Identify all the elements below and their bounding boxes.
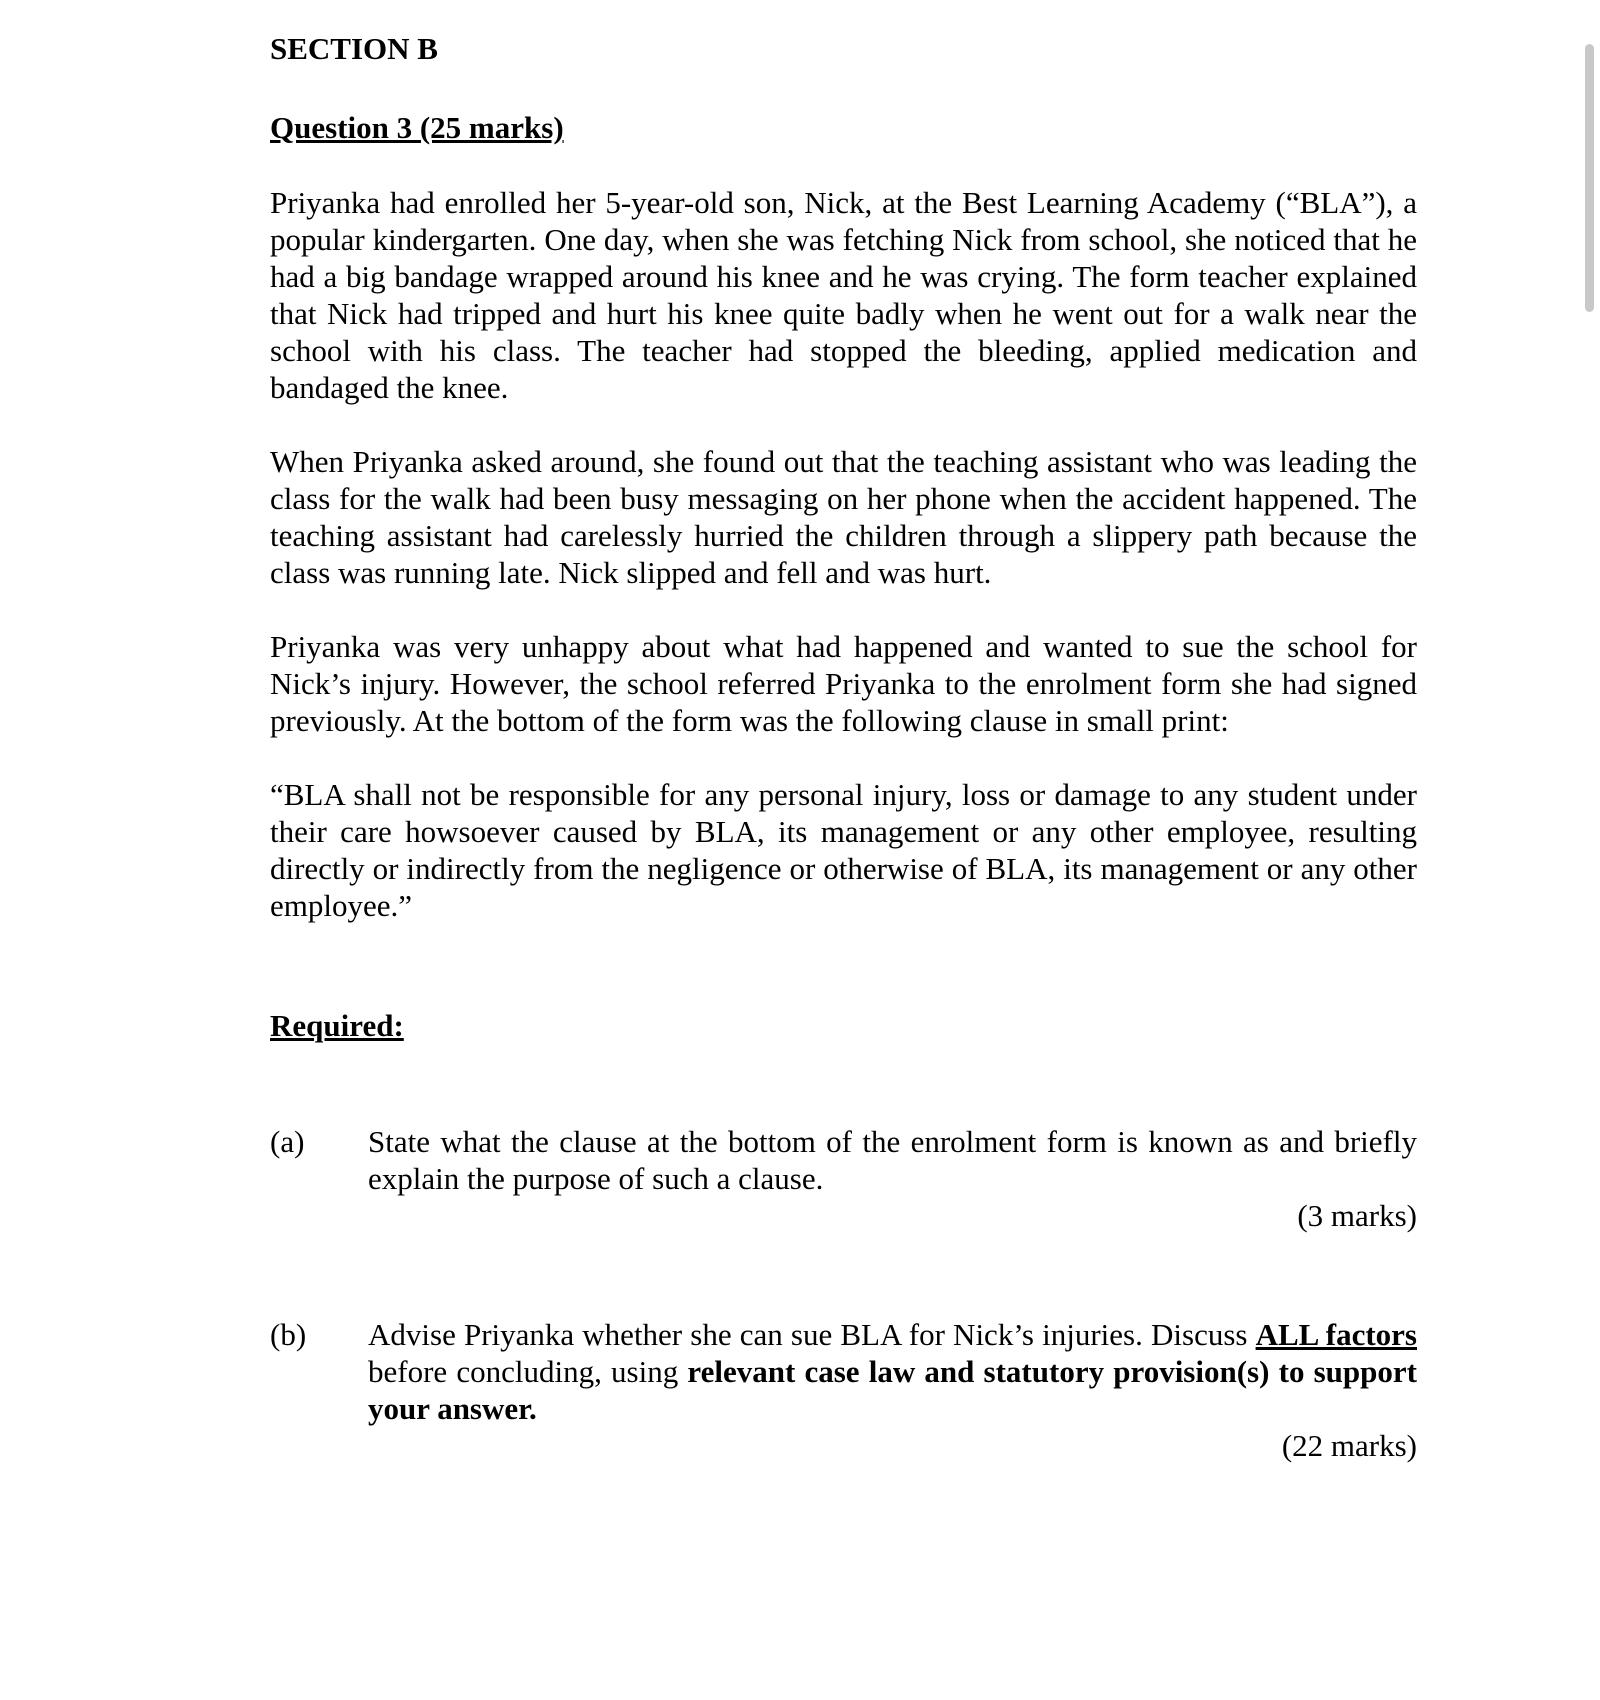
part-a-marks: (3 marks) (1297, 1198, 1417, 1233)
vertical-scrollbar[interactable] (1585, 44, 1594, 312)
section-title: SECTION B (270, 31, 438, 66)
part-b-label: (b) (270, 1317, 307, 1352)
scenario-paragraph-3: Priyanka was very unhappy about what had happened and wanted to sue the school for Nick’s injury. However, the school referred Priyanka to the enrolment form she had signed previously. At the bottom of the form was the following clause in small print: (270, 629, 1417, 738)
scenario-paragraph-1: Priyanka had enrolled her 5-year-old son, Nick, at the Best Learning Academy (“BLA”), a popular kindergarten. One day, when she was fetching Nick from school, she noticed that he had a big bandage wrapped around his knee and he was crying. The form teacher explained that Nick had tripped and hurt his knee quite badly when he went out for a walk near the school with his class. The teacher had stopped the bleeding, applied medication and bandaged the knee. (270, 185, 1417, 405)
question-title: Question 3 (25 marks) (270, 110, 564, 145)
question-part-a (270, 1123, 1417, 1234)
part-b-marks: (22 marks) (1281, 1428, 1417, 1463)
part-b-text-1: Advise Priyanka whether she can sue BLA for Nick’s injuries. Discuss (368, 1317, 1256, 1352)
scenario-paragraph-2: When Priyanka asked around, she found out that the teaching assistant who was leading the class for the walk had been busy messaging on her phone when the accident happened. The teaching assistant had carelessly hurried the children through a slippery path because the class was running late. Nick slipped and fell and was hurt. (270, 444, 1417, 590)
part-a-label: (a) (270, 1124, 305, 1159)
required-heading: Required: (270, 1008, 404, 1043)
part-b-emphasis-case-law: relevant case law and statutory provision(s) to support your answer. (368, 1354, 1417, 1426)
part-a-text: State what the clause at the bottom of the enrolment form is known as and briefly explain the purpose of such a clause. (368, 1124, 1417, 1196)
document-page (270, 30, 1417, 1464)
question-part-b (270, 1316, 1417, 1464)
part-b-text (368, 1316, 1417, 1427)
part-b-emphasis-all-factors: ALL factors (1255, 1317, 1417, 1352)
exclusion-clause-quote: “BLA shall not be responsible for any personal injury, loss or damage to any student under their care howsoever caused by BLA, its management or any other employee, resulting directly or indirectly from the negligence or otherwise of BLA, its management or any other employee.” (270, 777, 1417, 923)
part-b-text-2: before concluding, using (368, 1354, 688, 1389)
